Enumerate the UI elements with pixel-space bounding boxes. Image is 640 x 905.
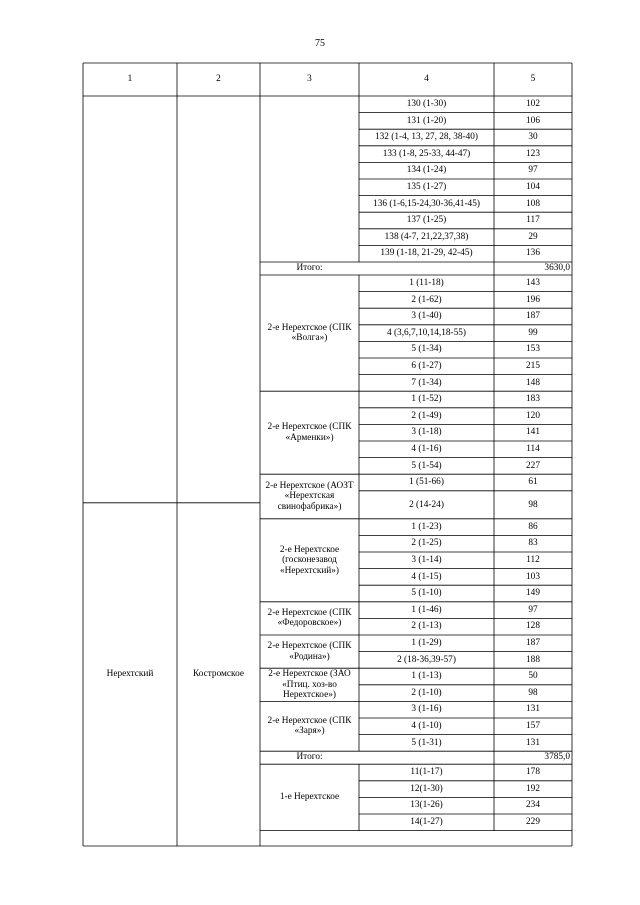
area-value-cell: 98 bbox=[528, 687, 538, 698]
area-value-cell: 97 bbox=[528, 165, 538, 176]
settlement-name-cell bbox=[260, 96, 359, 262]
plot-number-cell: 133 (1-8, 25-33, 44-47) bbox=[382, 148, 471, 159]
settlement-name-cell: 2-е Нерехтское (СПК «Заря») bbox=[267, 715, 352, 737]
plot-number-cell: 7 (1-34) bbox=[411, 377, 442, 388]
page-number: 75 bbox=[315, 38, 325, 49]
plot-number-cell: 1 (11-18) bbox=[409, 278, 444, 289]
plot-number-cell: 2 (1-62) bbox=[411, 294, 442, 305]
settlement-name-cell: 2-е Нерехтское (СПК «Федоровское») bbox=[267, 607, 352, 629]
area-value-cell: 108 bbox=[526, 198, 540, 209]
header-cell-4: 4 bbox=[424, 74, 429, 85]
area-value-cell: 149 bbox=[526, 588, 540, 599]
plot-number-cell: 4 (1-16) bbox=[411, 444, 442, 455]
area-value-cell: 178 bbox=[526, 767, 540, 778]
area-value-cell: 104 bbox=[526, 182, 540, 193]
area-value-cell: 143 bbox=[526, 278, 540, 289]
area-value-cell: 128 bbox=[526, 621, 540, 632]
area-value-cell: 99 bbox=[528, 327, 538, 338]
plot-number-cell: 2 (1-10) bbox=[411, 687, 442, 698]
area-value-cell: 123 bbox=[526, 148, 540, 159]
plot-number-cell: 135 (1-27) bbox=[406, 182, 447, 193]
area-value-cell: 83 bbox=[528, 538, 538, 549]
area-value-cell: 153 bbox=[526, 344, 540, 355]
header-cell-5: 5 bbox=[530, 74, 536, 85]
area-value-cell: 117 bbox=[526, 215, 540, 226]
area-value-cell: 196 bbox=[526, 294, 540, 305]
plot-number-cell: 3 (1-14) bbox=[411, 555, 442, 566]
area-value-cell: 192 bbox=[526, 783, 540, 794]
plot-number-cell: 1 (1-52) bbox=[411, 394, 442, 405]
area-value-cell: 112 bbox=[526, 555, 540, 566]
area-value-cell: 97 bbox=[528, 604, 538, 615]
plot-number-cell: 11(1-17) bbox=[410, 767, 443, 778]
plot-number-cell: 2 (18-36,39-57) bbox=[397, 654, 456, 665]
settlement-name-cell: 2-е Нерехтское (СПК «Арменки») bbox=[267, 422, 352, 443]
plot-number-cell: 6 (1-27) bbox=[411, 361, 442, 372]
header-cell-2: 2 bbox=[216, 74, 221, 85]
area-value-cell: 106 bbox=[526, 115, 540, 126]
plot-number-cell: 132 (1-4, 13, 27, 28, 38-40) bbox=[374, 132, 479, 143]
area-value-cell: 98 bbox=[528, 499, 538, 510]
total-value: 3630,0 bbox=[544, 263, 570, 274]
area-value-cell: 50 bbox=[528, 671, 538, 682]
plot-number-cell: 139 (1-18, 21-29, 42-45) bbox=[380, 248, 473, 259]
header-cell-3: 3 bbox=[307, 74, 312, 85]
header-cell-1: 1 bbox=[127, 74, 133, 85]
area-value-cell: 114 bbox=[526, 444, 540, 455]
area-value-cell: 30 bbox=[528, 132, 538, 143]
plot-number-cell: 2 (1-13) bbox=[411, 621, 442, 632]
area-value-cell: 120 bbox=[526, 410, 540, 421]
plot-number-cell: 2 (14-24) bbox=[409, 499, 444, 510]
plot-number-cell: 5 (1-31) bbox=[411, 737, 442, 748]
area-value-cell: 234 bbox=[526, 800, 540, 811]
area-value-cell: 141 bbox=[526, 427, 540, 438]
plot-number-cell: 3 (1-18) bbox=[411, 427, 442, 438]
area-value-cell: 187 bbox=[526, 638, 540, 649]
plot-number-cell: 4 (1-15) bbox=[411, 571, 442, 582]
plot-number-cell: 130 (1-30) bbox=[406, 99, 447, 110]
plot-number-cell: 4 (1-10) bbox=[411, 721, 442, 732]
plot-number-cell: 136 (1-6,15-24,30-36,41-45) bbox=[373, 198, 480, 209]
plot-number-cell: 4 (3,6,7,10,14,18-55) bbox=[386, 327, 466, 338]
area-value-cell: 131 bbox=[526, 704, 540, 715]
area-value-cell: 29 bbox=[528, 231, 538, 242]
area-value-cell: 61 bbox=[528, 477, 538, 488]
area-value-cell: 215 bbox=[526, 361, 540, 372]
plot-number-cell: 1 (1-46) bbox=[411, 604, 442, 615]
area-value-cell: 102 bbox=[526, 99, 540, 110]
plot-number-cell: 1 (1-29) bbox=[411, 638, 442, 649]
plot-number-cell: 1 (1-13) bbox=[411, 671, 442, 682]
plot-number-cell: 134 (1-24) bbox=[406, 165, 447, 176]
plot-number-cell: 1 (51-66) bbox=[409, 477, 444, 488]
area-value-cell: 227 bbox=[526, 460, 540, 471]
area-value-cell: 229 bbox=[526, 817, 540, 828]
plot-number-cell: 138 (4-7, 21,22,37,38) bbox=[384, 231, 469, 242]
settlement-name-cell: 1-е Нерехтское bbox=[279, 792, 340, 803]
plot-number-cell: 3 (1-16) bbox=[411, 704, 442, 715]
district-cell: Нерехтский bbox=[106, 669, 154, 680]
plot-number-cell: 13(1-26) bbox=[410, 800, 443, 811]
plot-number-cell: 1 (1-23) bbox=[411, 521, 442, 532]
area-value-cell: 131 bbox=[526, 737, 540, 748]
total-label: Итого: bbox=[296, 263, 323, 274]
plot-number-cell: 14(1-27) bbox=[410, 817, 443, 828]
settlement-name-cell: 2-е Нерехтское (госконезавод «Нерехтский») bbox=[279, 544, 340, 576]
area-value-cell: 188 bbox=[526, 654, 540, 665]
settlement-name-cell: 2-е Нерехтское (СПК «Волга») bbox=[267, 322, 352, 344]
plot-number-cell: 131 (1-20) bbox=[406, 115, 447, 126]
total-label: Итого: bbox=[296, 752, 323, 763]
settlement-name-cell: 2-е Нерехтское (ЗАО «Птиц. хоз-во Нерехтское») bbox=[268, 669, 351, 700]
total-value: 3785,0 bbox=[544, 752, 570, 763]
plot-number-cell: 5 (1-34) bbox=[411, 344, 442, 355]
plot-number-cell: 2 (1-25) bbox=[411, 538, 442, 549]
area-value-cell: 187 bbox=[526, 311, 540, 322]
area-value-cell: 136 bbox=[526, 248, 540, 259]
plot-number-cell: 5 (1-54) bbox=[411, 460, 442, 471]
plot-number-cell: 137 (1-25) bbox=[406, 215, 447, 226]
plot-number-cell: 2 (1-49) bbox=[411, 410, 442, 421]
settlement-name-cell: 2-е Нерехтское (АОЗТ «Нерехтская свинофабрика») bbox=[265, 480, 354, 512]
region-cell: Костромское bbox=[193, 669, 244, 680]
area-value-cell: 157 bbox=[526, 721, 540, 732]
area-value-cell: 103 bbox=[526, 571, 540, 582]
area-value-cell: 148 bbox=[526, 377, 540, 388]
plot-number-cell: 3 (1-40) bbox=[411, 311, 442, 322]
data-table bbox=[83, 63, 572, 846]
plot-number-cell: 5 (1-10) bbox=[411, 588, 442, 599]
plot-number-cell: 12(1-30) bbox=[410, 783, 443, 794]
settlement-name-cell: 2-е Нерехтское (СПК «Родина») bbox=[267, 641, 352, 662]
area-value-cell: 86 bbox=[528, 521, 538, 532]
area-value-cell: 183 bbox=[526, 394, 540, 405]
